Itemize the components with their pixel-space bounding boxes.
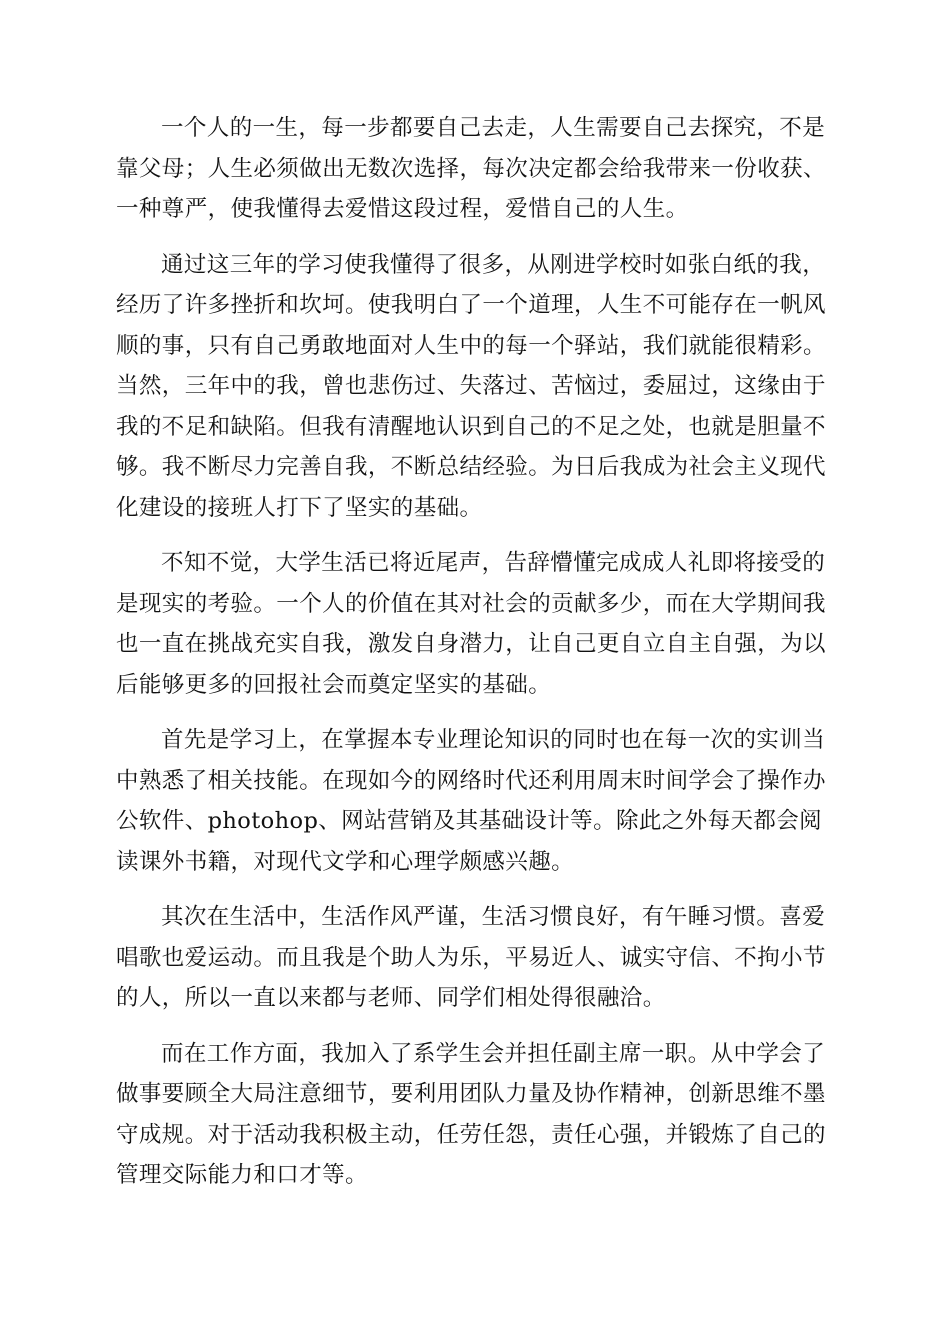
document-body bbox=[116, 108, 840, 1211]
paragraph-3: 不知不觉，大学生活已将近尾声，告辞懵懂完成成人礼即将接受的是现实的考验。一个人的价值在其对社会的贡献多少，而在大学期间我也一直在挑战充实自我，激发自身潜力，让自己更自立自主自强，为以后能够更多的回报社会而奠定坚实的基础。 bbox=[116, 550, 826, 698]
paragraph-1: 一个人的一生，每一步都要自己去走，人生需要自己去探究，不是靠父母；人生必须做出无数次选择，每次决定都会给我带来一份收获、一种尊严，使我懂得去爱惜这段过程，爱惜自己的人生。 bbox=[116, 115, 826, 222]
paragraph-5: 其次在生活中，生活作风严谨，生活习惯良好，有午睡习惯。喜爱唱歌也爱运动。而且我是个助人为乐，平易近人、诚实守信、不拘小节的人，所以一直以来都与老师、同学们相处得很融洽。 bbox=[116, 904, 826, 1011]
paragraph-6: 而在工作方面，我加入了系学生会并担任副主席一职。从中学会了做事要顾全大局注意细节，要利用团队力量及协作精神，创新思维不墨守成规。对于活动我积极主动，任劳任怨，责任心强，并锻炼了自己的管理交际能力和口才等。 bbox=[116, 1040, 826, 1188]
paragraph-4: 首先是学习上，在掌握本专业理论知识的同时也在每一次的实训当中熟悉了相关技能。在现如今的网络时代还利用周末时间学会了操作办公软件、photohop、网站营销及其基础设计等。除此之外每天都会阅读课外书籍，对现代文学和心理学颇感兴趣。 bbox=[116, 727, 826, 875]
paragraph-2: 通过这三年的学习使我懂得了很多，从刚进学校时如张白纸的我，经历了许多挫折和坎坷。使我明白了一个道理，人生不可能存在一帆风顺的事，只有自己勇敢地面对人生中的每一个驿站，我们就能很精彩。当然，三年中的我，曾也悲伤过、失落过、苦恼过，委屈过，这缘由于我的不足和缺陷。但我有清醒地认识到自己的不足之处，也就是胆量不够。我不断尽力完善自我，不断总结经验。为日后我成为社会主义现代化建设的接班人打下了坚实的基础。 bbox=[116, 251, 826, 521]
